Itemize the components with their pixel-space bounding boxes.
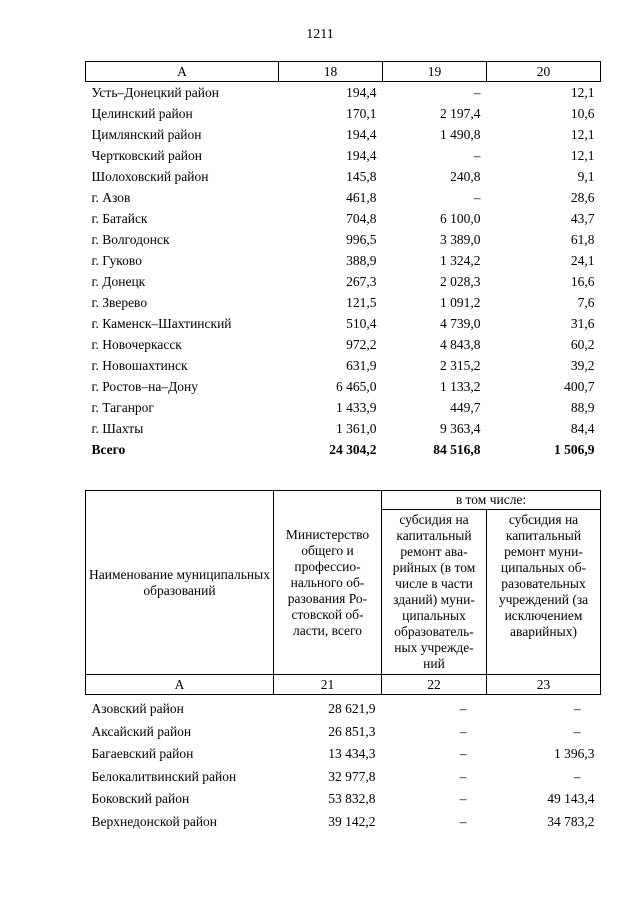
table1-value: 6 100,0 [440, 211, 481, 226]
municipality-name: Шолоховский район [91, 169, 209, 184]
table1-value: 449,7 [450, 400, 481, 415]
municipality-name: г. Ростов–на–Дону [91, 379, 199, 394]
table1-value: 9 363,4 [440, 421, 481, 436]
table2-row [86, 788, 601, 811]
table2-value: – [573, 768, 581, 784]
table1-value: 4 843,8 [440, 337, 481, 352]
table1-value: 1 091,2 [440, 295, 481, 310]
table1-value: 3 389,0 [440, 232, 481, 247]
table1-row [86, 271, 601, 292]
table2-row [86, 721, 601, 744]
table2-value: – [459, 746, 467, 761]
table1-row [86, 208, 601, 229]
table2-code-cell: 23 [487, 675, 601, 695]
table1-value: 240,8 [450, 169, 481, 184]
table1-row [86, 418, 601, 439]
table1-value: 267,3 [346, 274, 377, 289]
table1-value: – [473, 190, 481, 205]
municipality-name: г. Зверево [91, 295, 148, 310]
municipality-name: Белокалитвинский район [91, 768, 237, 784]
table1-row [86, 397, 601, 418]
table1-value: 24,1 [570, 253, 595, 268]
table1-value: 43,7 [570, 211, 595, 226]
table1-value: 388,9 [346, 253, 377, 268]
table2-value: 49 143,4 [547, 791, 595, 806]
table1-value: 12,1 [570, 127, 595, 142]
regional-table-1 [85, 61, 601, 460]
table2-code-row [86, 675, 601, 695]
table1-value: 9,1 [577, 169, 595, 184]
table1-value: 972,2 [346, 337, 377, 352]
municipality-name: Целинский район [91, 106, 193, 121]
table1-value: 12,1 [570, 148, 595, 163]
table1-value: 1 133,2 [440, 379, 481, 394]
table2-value: 32 977,8 [328, 768, 376, 784]
table2-value: 13 434,3 [328, 746, 376, 761]
municipality-name: Цимлянский район [91, 127, 202, 142]
table1-value: 170,1 [346, 106, 377, 121]
table1-row [86, 82, 601, 104]
non-emergency-subsidy-header: субсидия на капитальный ремонт муни-ципальных об-разовательных учреждений (за исключением аварийных) [487, 510, 601, 675]
table1-value: 194,4 [346, 85, 377, 100]
table1-value: 2 028,3 [440, 274, 481, 289]
ministry-total-header: Министерство общего и профессио-нального об-разования Ро-стовской об-ласти, всего [274, 491, 382, 675]
table1-value: 121,5 [346, 295, 377, 310]
table1-value: 996,5 [346, 232, 377, 247]
table1-total-row [86, 439, 601, 460]
municipality-name-header: Наименование муниципальных образований [86, 491, 274, 675]
table1-header-row [86, 62, 601, 82]
table1-value: – [473, 85, 481, 100]
table1-value: 400,7 [564, 379, 595, 394]
table1-row [86, 166, 601, 187]
table2-row [86, 695, 601, 721]
table1-value: 7,6 [577, 295, 595, 310]
table1-value: 12,1 [570, 85, 595, 100]
table1-header-cell: А [86, 62, 279, 82]
table1-row [86, 145, 601, 166]
table1-value: 1 324,2 [440, 253, 481, 268]
table1-value: 1 361,0 [336, 421, 377, 436]
municipality-name: г. Новошахтинск [91, 358, 188, 373]
table1-value: 4 739,0 [440, 316, 481, 331]
municipality-name: Верхнедонской район [91, 813, 218, 829]
total-value: 1 506,9 [554, 442, 595, 457]
table1-value: 60,2 [570, 337, 595, 352]
table1-header-cell: 18 [279, 62, 383, 82]
table1-value: 6 465,0 [336, 379, 377, 394]
table1-row [86, 376, 601, 397]
municipality-name: Азовский район [91, 701, 184, 716]
total-value: 84 516,8 [433, 442, 481, 457]
regional-table-2 [85, 490, 601, 833]
table1-value: – [473, 148, 481, 163]
table1-row [86, 355, 601, 376]
table1-value: 461,8 [346, 190, 377, 205]
table2-value: – [459, 791, 467, 806]
table2-row [86, 743, 601, 766]
table2-row [86, 811, 601, 834]
table1-row [86, 250, 601, 271]
municipality-name: г. Азов [91, 190, 131, 205]
municipality-name: Багаевский район [91, 746, 194, 761]
table2-value: 34 783,2 [547, 813, 595, 829]
table1-value: 2 315,2 [440, 358, 481, 373]
table2-code-cell: 21 [274, 675, 382, 695]
table1-value: 39,2 [570, 358, 595, 373]
table2-value: 26 851,3 [328, 723, 376, 739]
municipality-name: Чертковский район [91, 148, 202, 163]
table1-value: 16,6 [570, 274, 595, 289]
municipality-name: Боковский район [91, 791, 190, 806]
total-value: 24 304,2 [329, 442, 377, 457]
table1-value: 631,9 [346, 358, 377, 373]
table2-header-row-1 [86, 491, 601, 510]
table2-value: – [459, 701, 467, 716]
table1-value: 31,6 [570, 316, 595, 331]
table2-value: – [573, 701, 581, 716]
table2-value: 28 621,9 [328, 701, 376, 716]
table1-row [86, 313, 601, 334]
table1-value: 2 197,4 [440, 106, 481, 121]
municipality-name: г. Батайск [91, 211, 148, 226]
municipality-name: г. Таганрог [91, 400, 154, 415]
table1-value: 145,8 [346, 169, 377, 184]
table1-row [86, 187, 601, 208]
including-header: в том числе: [382, 491, 601, 510]
table2-value: – [459, 723, 467, 739]
municipality-name: г. Гуково [91, 253, 142, 268]
table1-value: 88,9 [570, 400, 595, 415]
municipality-name: Усть–Донецкий район [91, 85, 219, 100]
table1-row [86, 334, 601, 355]
table1-value: 704,8 [346, 211, 377, 226]
table2-value: – [573, 723, 581, 739]
table2-row [86, 766, 601, 789]
total-label: Всего [91, 442, 126, 457]
table2-value: – [459, 813, 467, 829]
table1-value: 1 433,9 [336, 400, 377, 415]
table1-header-cell: 19 [383, 62, 487, 82]
municipality-name: г. Каменск–Шахтинский [91, 316, 232, 331]
table1-value: 510,4 [346, 316, 377, 331]
table1-value: 84,4 [570, 421, 595, 436]
page-number: 1211 [306, 27, 334, 42]
table1-value: 61,8 [570, 232, 595, 247]
table2-value: 39 142,2 [328, 813, 376, 829]
table2-code-cell: 22 [382, 675, 487, 695]
municipality-name: г. Волгодонск [91, 232, 170, 247]
municipality-name: г. Донецк [91, 274, 146, 289]
table1-value: 1 490,8 [440, 127, 481, 142]
table1-value: 10,6 [570, 106, 595, 121]
table1-row [86, 229, 601, 250]
table2-value: 1 396,3 [554, 746, 595, 761]
table2-value: 53 832,8 [328, 791, 376, 806]
table1-header-cell: 20 [487, 62, 601, 82]
table1-value: 194,4 [346, 148, 377, 163]
municipality-name: Аксайский район [91, 723, 192, 739]
municipality-name: г. Новочеркасск [91, 337, 182, 352]
table1-row [86, 103, 601, 124]
municipality-name: г. Шахты [91, 421, 144, 436]
table2-code-cell: А [86, 675, 274, 695]
table1-value: 194,4 [346, 127, 377, 142]
table2-value: – [459, 768, 467, 784]
table1-row [86, 124, 601, 145]
table1-value: 28,6 [570, 190, 595, 205]
emergency-subsidy-header: субсидия на капитальный ремонт ава-рийных (в том числе в части зданий) муни-ципальных образователь-ных учрежде-ний [382, 510, 487, 675]
table1-row [86, 292, 601, 313]
